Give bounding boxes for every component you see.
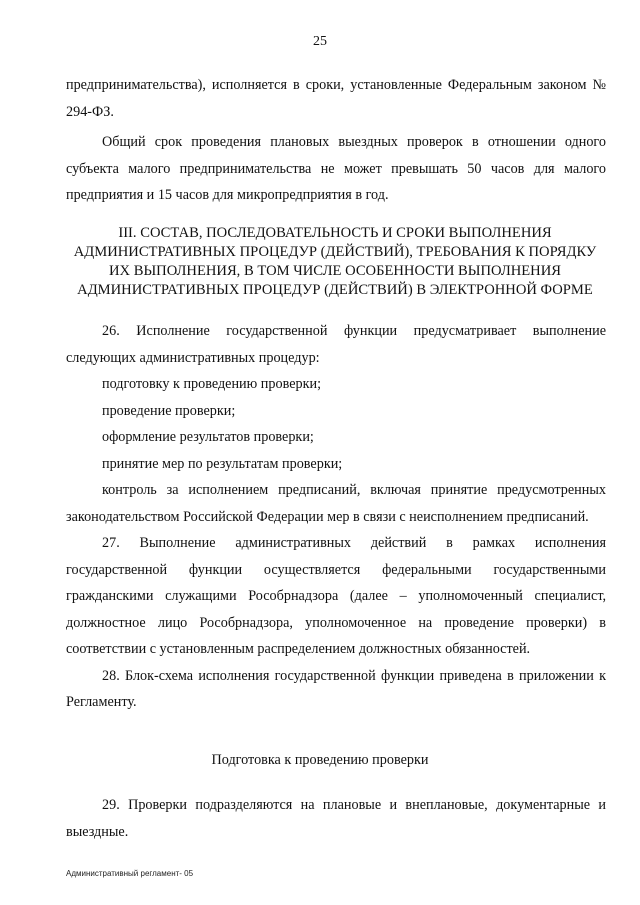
- clause-26-intro: 26. Исполнение государственной функции предусматривает выполнение следующих административных процедур:: [66, 323, 606, 366]
- subsection-heading: Подготовка к проведению проверки: [211, 752, 429, 768]
- section-heading-line: АДМИНИСТРАТИВНЫХ ПРОЦЕДУР (ДЕЙСТВИЙ), ТРЕБОВАНИЯ К ПОРЯДКУ: [73, 244, 597, 260]
- paragraph-inspection-term: Общий срок проведения плановых выездных проверок в отношении одного субъекта малого предпринимательства не может превышать 50 часов для малого предприятия и 15 часов для микропредприятия в год.: [66, 134, 606, 203]
- clause-27: 27. Выполнение административных действий в рамках исполнения государственной функции осуществляется федеральными государственными гражданскими служащими Рособрнадзора (далее – уполномоченный специалист, должностное лицо Рособрнадзора, уполномоченное на проведение проверки) в соответствии с установленным распределением должностных обязанностей.: [66, 535, 606, 657]
- section-heading-line: III. СОСТАВ, ПОСЛЕДОВАТЕЛЬНОСТЬ И СРОКИ ВЫПОЛНЕНИЯ: [118, 225, 552, 241]
- list-item-last: контроль за исполнением предписаний, включая принятие предусмотренных законодательством Российской Федерации мер в связи с неисполнением предписаний.: [66, 482, 606, 525]
- section-heading: [56, 224, 614, 300]
- list-item: подготовку к проведению проверки;: [102, 376, 322, 392]
- paragraph-continuation: предпринимательства), исполняется в сроки, установленные Федеральным законом № 294-ФЗ.: [66, 77, 606, 120]
- clauses-26-28: [66, 318, 606, 716]
- list-item: проведение проверки;: [102, 402, 236, 419]
- clause-29: 29. Проверки подразделяются на плановые и внеплановые, документарные и выездные.: [66, 797, 606, 840]
- footer-caption: Административный регламент- 05: [66, 869, 194, 878]
- list-item: оформление результатов проверки;: [102, 429, 314, 445]
- clause-28: 28. Блок-схема исполнения государственной функции приведена в приложении к Регламенту.: [66, 667, 606, 710]
- section-heading-line: ИХ ВЫПОЛНЕНИЯ, В ТОМ ЧИСЛЕ ОСОБЕННОСТИ ВЫПОЛНЕНИЯ: [108, 263, 561, 279]
- list-item: принятие мер по результатам проверки;: [102, 455, 343, 472]
- page-number: 25: [313, 34, 327, 49]
- top-paragraphs: [66, 72, 606, 209]
- clause-29-block: [66, 792, 606, 845]
- section-heading-line: АДМИНИСТРАТИВНЫХ ПРОЦЕДУР (ДЕЙСТВИЙ) В ЭЛЕКТРОННОЙ ФОРМЕ: [77, 282, 593, 298]
